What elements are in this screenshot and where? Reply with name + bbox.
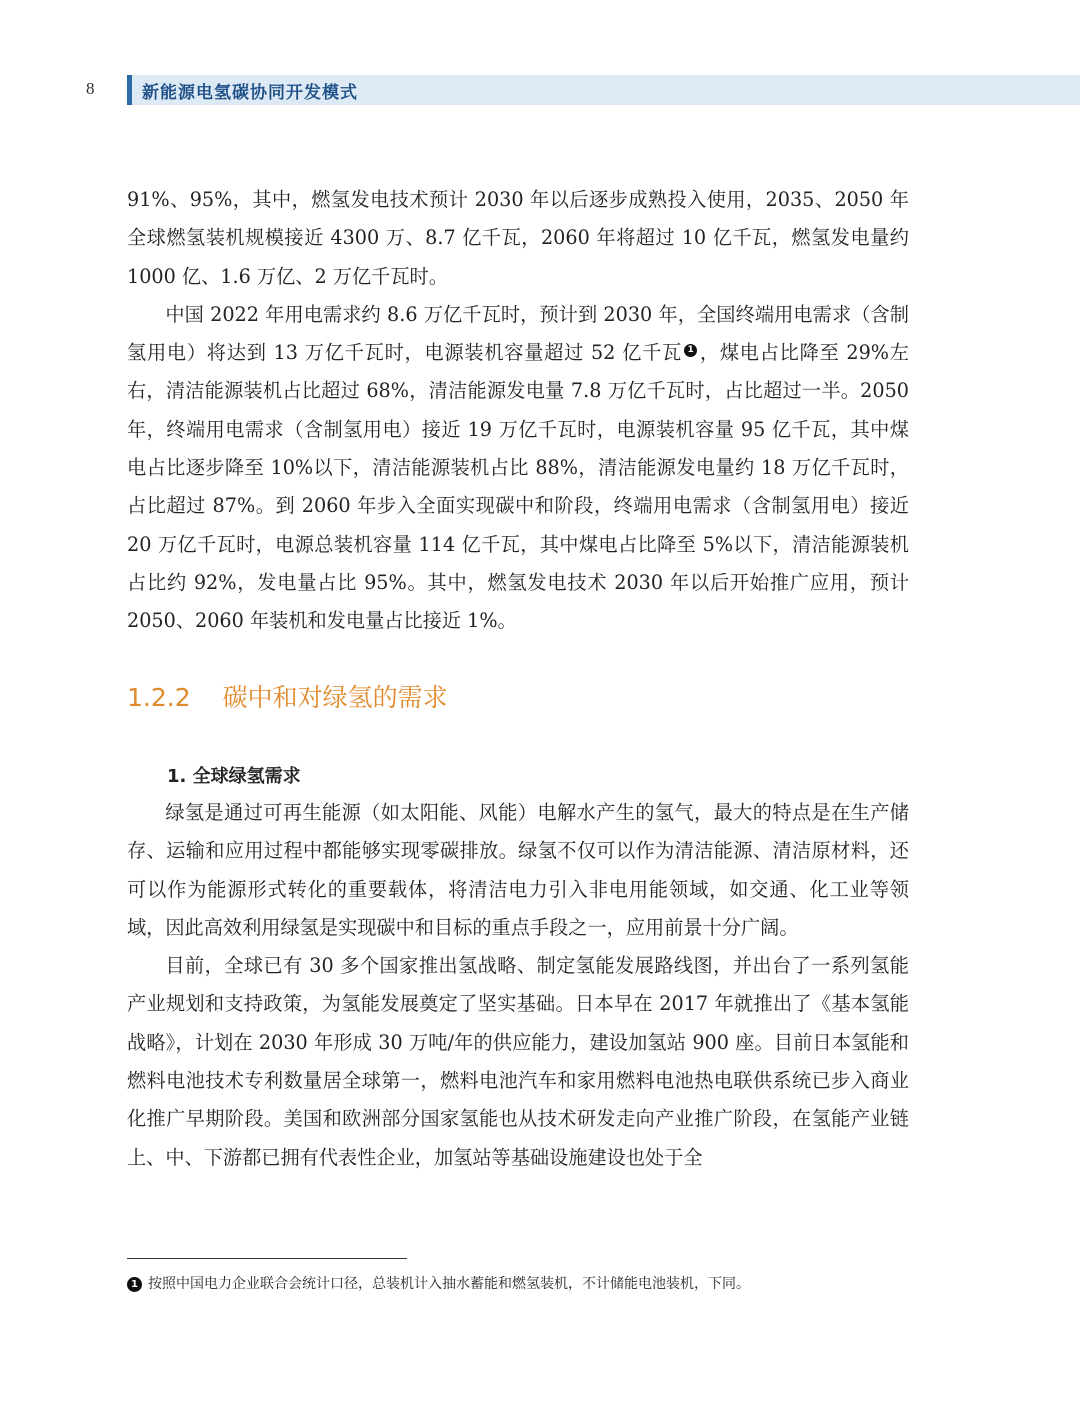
paragraph-2	[127, 296, 909, 641]
body-text-block-1	[127, 181, 909, 641]
section-number: 1.2.2	[127, 683, 191, 712]
footnote-text: 按照中国电力企业联合会统计口径，总装机计入抽水蓄能和燃氢装机，不计储能电池装机，下同。	[148, 1276, 750, 1292]
footnote-marker: 1	[127, 1277, 142, 1292]
section-title: 碳中和对绿氢的需求	[222, 683, 448, 712]
header-accent-bar	[127, 75, 132, 105]
page-number: 8	[86, 79, 95, 98]
paragraph-1: 91%、95%，其中，燃氢发电技术预计 2030 年以后逐步成熟投入使用，2035、2050 年全球燃氢装机规模接近 4300 万、8.7 亿千瓦，2060 年将超过 10 亿千瓦，燃氢发电量约 1000 亿、1.6 万亿、2 万亿千瓦时。	[127, 188, 909, 288]
section-heading	[127, 678, 448, 714]
paragraph-2-part-1: 中国 2022 年用电需求约 8.6 万亿千瓦时，预计到 2030 年，全国终端用电需求（含制氢用电）将达到 13 万亿千瓦时，电源装机容量超过 52 亿千瓦	[127, 302, 909, 365]
footnote-reference-marker[interactable]: 1	[684, 344, 697, 357]
footnote-divider	[127, 1258, 407, 1259]
body-text-block-2	[127, 794, 909, 1177]
paragraph-4: 目前，全球已有 30 多个国家推出氢战略、制定氢能发展路线图，并出台了一系列氢能产业规划和支持政策，为氢能发展奠定了坚实基础。日本早在 2017 年就推出了《基本氢能战略》，计划在 2030 年形成 30 万吨/年的供应能力，建设加氢站 900 座。目前日本氢能和燃料电池技术专利数量居全球第一，燃料电池汽车和家用燃料电池热电联供系统已步入商业化推广早期阶段。美国和欧洲部分国家氢能也从技术研发走向产业推广阶段，在氢能产业链上、中、下游都已拥有代表性企业，加氢站等基础设施建设也处于全	[127, 954, 909, 1169]
paragraph-2-part-2: ，煤电占比降至 29%左右，清洁能源装机占比超过 68%，清洁能源发电量 7.8 万亿千瓦时，占比超过一半。2050 年，终端用电需求（含制氢用电）接近 19 万亿千瓦时，电源装机容量 95 亿千瓦，其中煤电占比逐步降至 10%以下，清洁能源装机占比 88%，清洁能源发电量约 18 万亿千瓦时，占比超过 87%。到 2060 年步入全面实现碳中和阶段，终端用电需求（含制氢用电）接近 20 万亿千瓦时，电源总装机容量 114 亿千瓦，其中煤电占比降至 5%以下，清洁能源装机占比约 92%，发电量占比 95%。其中，燃氢发电技术 2030 年以后开始推广应用，预计 2050、2060 年装机和发电量占比接近 1%。	[127, 341, 909, 633]
footnote	[127, 1273, 947, 1295]
paragraph-3: 绿氢是通过可再生能源（如太阳能、风能）电解水产生的氢气，最大的特点是在生产储存、运输和应用过程中都能够实现零碳排放。绿氢不仅可以作为清洁能源、清洁原材料，还可以作为能源形式转化的重要载体，将清洁电力引入非电用能领域，如交通、化工业等领域，因此高效利用绿氢是实现碳中和目标的重点手段之一，应用前景十分广阔。	[127, 801, 909, 939]
subsection-heading: 1. 全球绿氢需求	[167, 766, 301, 787]
running-title: 新能源电氢碳协同开发模式	[142, 83, 358, 103]
